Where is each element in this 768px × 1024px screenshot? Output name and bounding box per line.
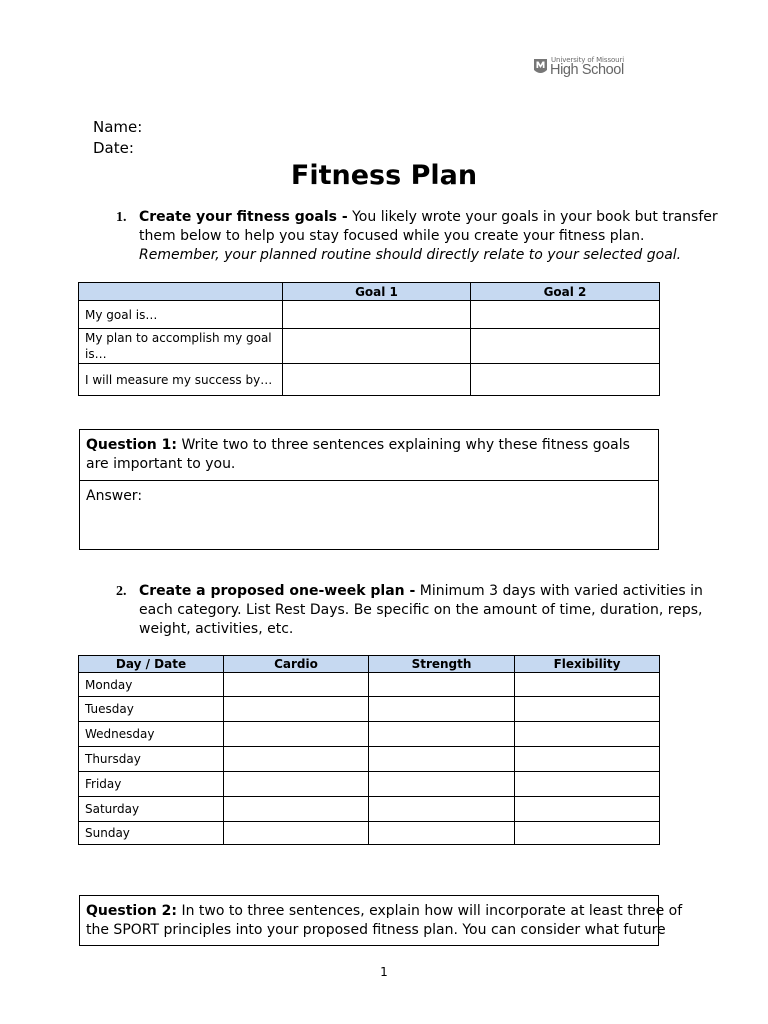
day-friday: Friday [79, 772, 224, 797]
flexibility-cell[interactable] [515, 822, 660, 845]
page-number: 1 [380, 965, 388, 979]
strength-cell[interactable] [369, 822, 515, 845]
table-row [79, 747, 660, 772]
goal-1-cell[interactable] [283, 329, 471, 364]
table-row [79, 722, 660, 747]
goal-1-cell[interactable] [283, 301, 471, 329]
plan-row-label: My plan to accomplish my goal is… [79, 329, 283, 364]
cardio-cell[interactable] [224, 822, 369, 845]
question-1-text: Write two to three sentences explaining why these fitness goals are important to you. [86, 437, 630, 472]
goal-2-cell[interactable] [471, 301, 660, 329]
cardio-cell[interactable] [224, 722, 369, 747]
flexibility-cell[interactable] [515, 722, 660, 747]
goal-1-cell[interactable] [283, 364, 471, 396]
section-2-text-line3: weight, activities, etc. [139, 621, 294, 637]
goal-2-cell[interactable] [471, 329, 660, 364]
header-day-date: Day / Date [79, 656, 224, 673]
cardio-cell[interactable] [224, 797, 369, 822]
question-2-text-line2: the SPORT principles into your proposed fitness plan. You can consider what future [86, 922, 666, 938]
day-thursday: Thursday [79, 747, 224, 772]
page-title: Fitness Plan [290, 160, 478, 191]
day-sunday: Sunday [79, 822, 224, 845]
logo-school-text: High School [550, 62, 624, 78]
flexibility-cell[interactable] [515, 797, 660, 822]
section-2-instructions [139, 582, 703, 639]
table-row [79, 301, 660, 329]
header-flexibility: Flexibility [515, 656, 660, 673]
table-row [79, 329, 660, 364]
header-cardio: Cardio [224, 656, 369, 673]
table-row [79, 822, 660, 845]
flexibility-cell[interactable] [515, 772, 660, 797]
date-label: Date: [93, 139, 134, 157]
section-2-heading: Create a proposed one-week plan - [139, 583, 416, 599]
day-tuesday: Tuesday [79, 697, 224, 722]
question-2-prompt [86, 902, 683, 940]
cardio-cell[interactable] [224, 747, 369, 772]
question-2-text-line1: In two to three sentences, explain how will incorporate at least three of [177, 903, 683, 919]
table-row [79, 797, 660, 822]
answer-label: Answer: [86, 488, 143, 504]
header-strength: Strength [369, 656, 515, 673]
strength-cell[interactable] [369, 747, 515, 772]
flexibility-cell[interactable] [515, 673, 660, 697]
cardio-cell[interactable] [224, 772, 369, 797]
question-1-box [79, 429, 659, 481]
strength-cell[interactable] [369, 797, 515, 822]
flexibility-cell[interactable] [515, 747, 660, 772]
goals-header-blank [79, 283, 283, 301]
day-monday: Monday [79, 673, 224, 697]
table-row [79, 673, 660, 697]
section-2-number: 2. [116, 584, 127, 599]
week-header-row [79, 656, 660, 673]
question-1-prompt [86, 436, 646, 474]
university-mark-icon [533, 58, 548, 76]
measure-row-label: I will measure my success by… [79, 364, 283, 396]
goals-header-goal-1: Goal 1 [283, 283, 471, 301]
section-1-instructions [139, 208, 718, 265]
cardio-cell[interactable] [224, 673, 369, 697]
question-1-label: Question 1: [86, 437, 177, 453]
table-row [79, 697, 660, 722]
goals-header-row [79, 283, 660, 301]
section-1-text-line1: You likely wrote your goals in your book but transfer [347, 209, 718, 225]
section-1-number: 1. [116, 210, 127, 225]
question-1-answer-box[interactable] [79, 480, 659, 550]
goal-2-cell[interactable] [471, 364, 660, 396]
strength-cell[interactable] [369, 673, 515, 697]
table-row [79, 772, 660, 797]
question-2-label: Question 2: [86, 903, 177, 919]
table-row [79, 364, 660, 396]
goals-table [78, 282, 660, 396]
day-saturday: Saturday [79, 797, 224, 822]
section-2-text-line1: Minimum 3 days with varied activities in [415, 583, 703, 599]
strength-cell[interactable] [369, 697, 515, 722]
school-logo [533, 56, 633, 80]
cardio-cell[interactable] [224, 697, 369, 722]
week-plan-table [78, 655, 660, 845]
day-wednesday: Wednesday [79, 722, 224, 747]
strength-cell[interactable] [369, 722, 515, 747]
section-1-reminder: Remember, your planned routine should directly relate to your selected goal. [139, 247, 682, 263]
section-1-heading: Create your fitness goals - [139, 209, 348, 225]
question-2-box [79, 895, 683, 946]
goal-row-label: My goal is… [79, 301, 283, 329]
name-label: Name: [93, 118, 143, 136]
flexibility-cell[interactable] [515, 697, 660, 722]
section-1-text-line2: them below to help you stay focused while you create your fitness plan. [139, 228, 645, 244]
goals-header-goal-2: Goal 2 [471, 283, 660, 301]
logo-university-text: University of Missouri [551, 56, 625, 64]
strength-cell[interactable] [369, 772, 515, 797]
section-2-text-line2: each category. List Rest Days. Be specific on the amount of time, duration, reps, [139, 602, 703, 618]
